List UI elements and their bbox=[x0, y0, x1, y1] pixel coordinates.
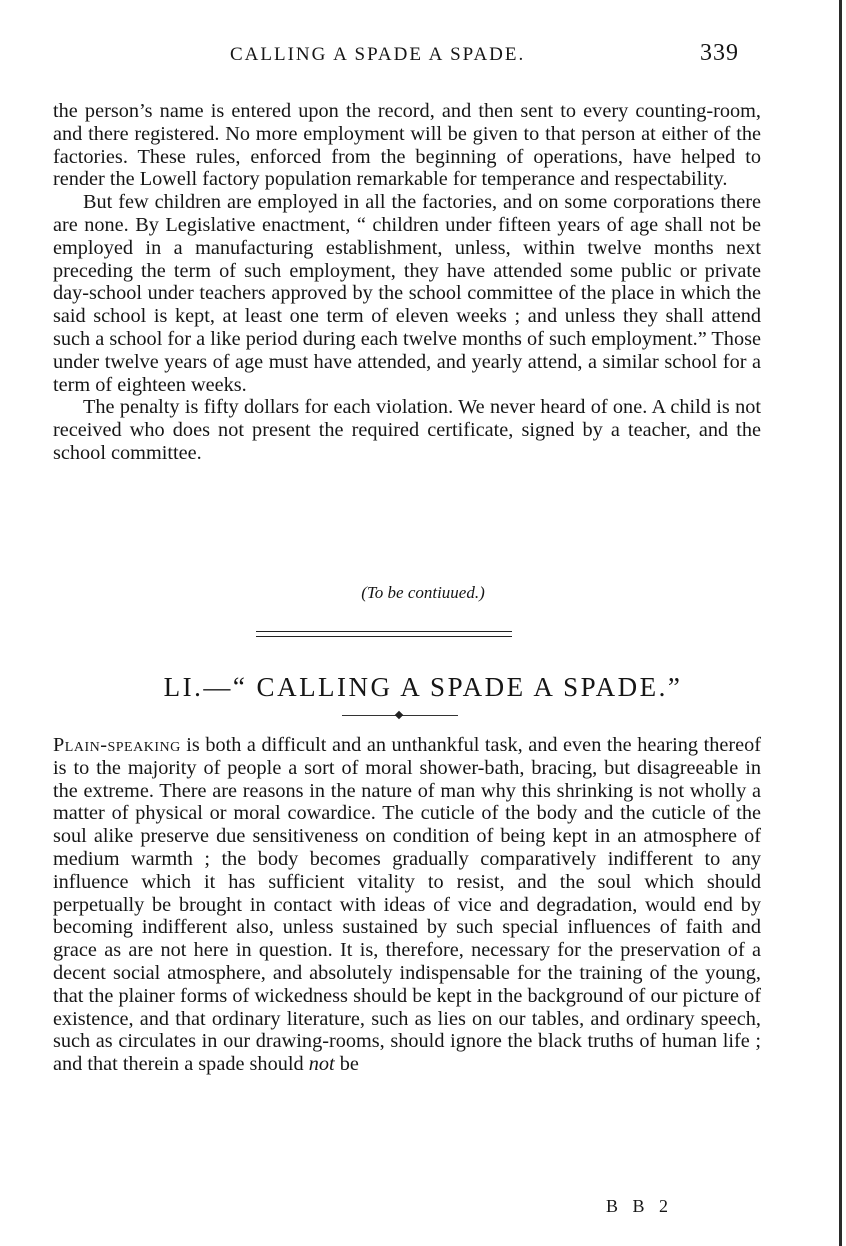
section-body bbox=[53, 734, 761, 1076]
section-body-text: is both a difficult and an unthankful task, and even the hearing thereof is to the majority of people a sort of moral shower-bath, bracing, but disagreeable in the extreme. There are reasons in the nature of man why this shrinking is not wholly a matter of physical or moral cowardice. The cuticle of the body and the cuticle of the soul alike preserve due sensitiveness on condition of being kept in an atmosphere of medium warmth ; the body becomes gradually comparatively indifferent to any influence which it has sufficient vitality to resist, and the soul which should perpetually be brought in contact with ideas of vice and degradation, would end by becoming indifferent also, unless sustained by such special influences of faith and grace as are not here in question. It is, therefore, necessary for the preservation of a decent social atmosphere, and absolutely indispensable for the training of the young, that the plainer forms of wickedness should be kept in the background of our picture of existence, and that ordinary literature, such as lies on our tables, and ordinary speech, such as circulates in our drawing-rooms, should ignore the black truths of human life ; and that therein a spade should bbox=[53, 734, 761, 1076]
to-be-continued-note: (To be contiuued.) bbox=[361, 583, 485, 602]
paragraph-registration: the person’s name is entered upon the record, and then sent to every counting-room, and there registered. No more employment will be given to that person at either of the factories. These rules, enforced from the beginning of operations, have helped to render the Lowell factory population remarkable for temperance and respectability. bbox=[53, 100, 761, 191]
paragraph-children-employment: But few children are employed in all the factories, and on some corporations there are none. By Legislative enactment, “ children under fifteen years of age shall not be employed in a manufacturing establishment, unless, within twelve months next preceding the term of such employment, they have attended some public or private day-school under teachers approved by the school committee of the place in which the said school is kept, at least one term of eleven weeks ; and unless they shall attend such a school for a like period during each twelve months of such employment.” Those under twelve years of age must have attended, and yearly attend, a similar school for a term of eighteen weeks. bbox=[53, 191, 761, 396]
page-edge-rule bbox=[839, 0, 842, 1246]
section-paragraph bbox=[53, 734, 761, 1076]
signature-mark: B B 2 bbox=[606, 1196, 674, 1216]
trailing-word: be bbox=[334, 1053, 359, 1076]
section-heading: LI.—“ CALLING A SPADE A SPADE.” bbox=[163, 672, 683, 702]
paragraph-penalty: The penalty is fifty dollars for each violation. We never heard of one. A child is not received who does not present the required certificate, signed by a teacher, and the school committee. bbox=[53, 396, 761, 464]
section-divider bbox=[256, 631, 512, 637]
running-head: CALLING A SPADE A SPADE. bbox=[230, 44, 526, 65]
emphasis-word: not bbox=[308, 1053, 335, 1076]
page-number: 339 bbox=[700, 40, 739, 66]
ornament-rule bbox=[342, 715, 458, 716]
opening-words: Plain-speaking bbox=[53, 734, 181, 756]
article-continuation bbox=[53, 100, 761, 465]
